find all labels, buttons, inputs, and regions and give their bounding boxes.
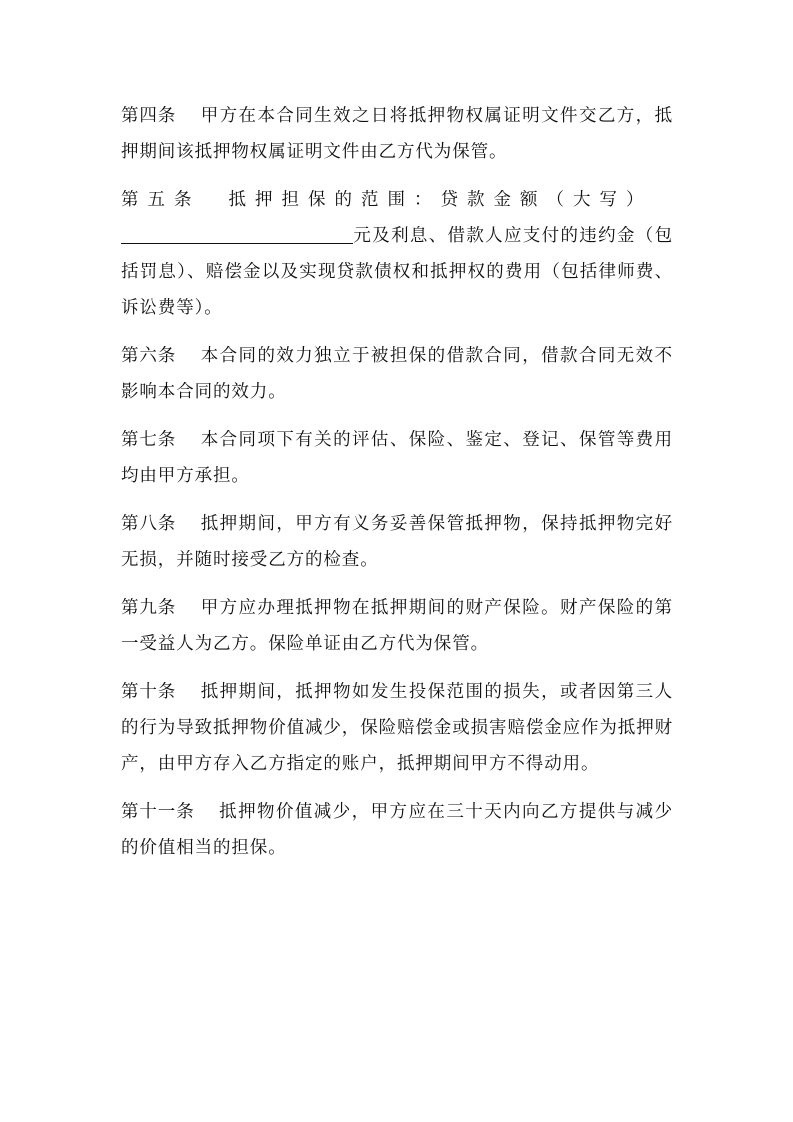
clause-9: [121, 590, 673, 662]
clause-number: 第八条: [121, 514, 177, 534]
clause-text-part-2: 元及利息、借款人应支付的违约金（包括罚息）、赔偿金以及实现贷款债权和抵押权的费用（包括律师费、诉讼费等）。: [121, 226, 673, 318]
clause-4: [121, 98, 673, 170]
clause-number: 第十条: [121, 682, 177, 702]
clause-number: 第九条: [121, 598, 177, 618]
clause-11: [121, 794, 673, 866]
clause-text: 甲方在本合同生效之日将抵押物权属证明文件交乙方，抵押期间该抵押物权属证明文件由乙方代为保管。: [121, 106, 673, 162]
clause-text: 本合同的效力独立于被担保的借款合同，借款合同无效不影响本合同的效力。: [121, 346, 673, 402]
clause-7: [121, 422, 673, 494]
clause-5: [121, 182, 673, 326]
clause-number: 第七条: [121, 430, 177, 450]
clause-6: [121, 338, 673, 410]
clause-text: 抵押物价值减少，甲方应在三十天内向乙方提供与减少的价值相当的担保。: [121, 802, 673, 858]
clause-text: 本合同项下有关的评估、保险、鉴定、登记、保管等费用均由甲方承担。: [121, 430, 673, 486]
document-page: [121, 98, 673, 878]
clause-number: 第六条: [121, 346, 177, 366]
loan-amount-blank: [121, 221, 353, 244]
clause-10: [121, 674, 673, 782]
clause-number: 第十一条: [121, 802, 195, 822]
clause-text: 抵押期间，抵押物如发生投保范围的损失，或者因第三人的行为导致抵押物价值减少，保险赔偿金或损害赔偿金应作为抵押财产，由甲方存入乙方指定的账户，抵押期间甲方不得动用。: [121, 682, 673, 774]
clause-8: [121, 506, 673, 578]
clause-text-part-1: 抵押担保的范围：贷款金额（大写）: [228, 190, 653, 210]
clause-number: 第四条: [121, 106, 177, 126]
clause-text: 抵押期间，甲方有义务妥善保管抵押物，保持抵押物完好无损，并随时接受乙方的检查。: [121, 514, 673, 570]
clause-text: 甲方应办理抵押物在抵押期间的财产保险。财产保险的第一受益人为乙方。保险单证由乙方代为保管。: [121, 598, 673, 654]
clause-number: 第五条: [121, 190, 201, 210]
